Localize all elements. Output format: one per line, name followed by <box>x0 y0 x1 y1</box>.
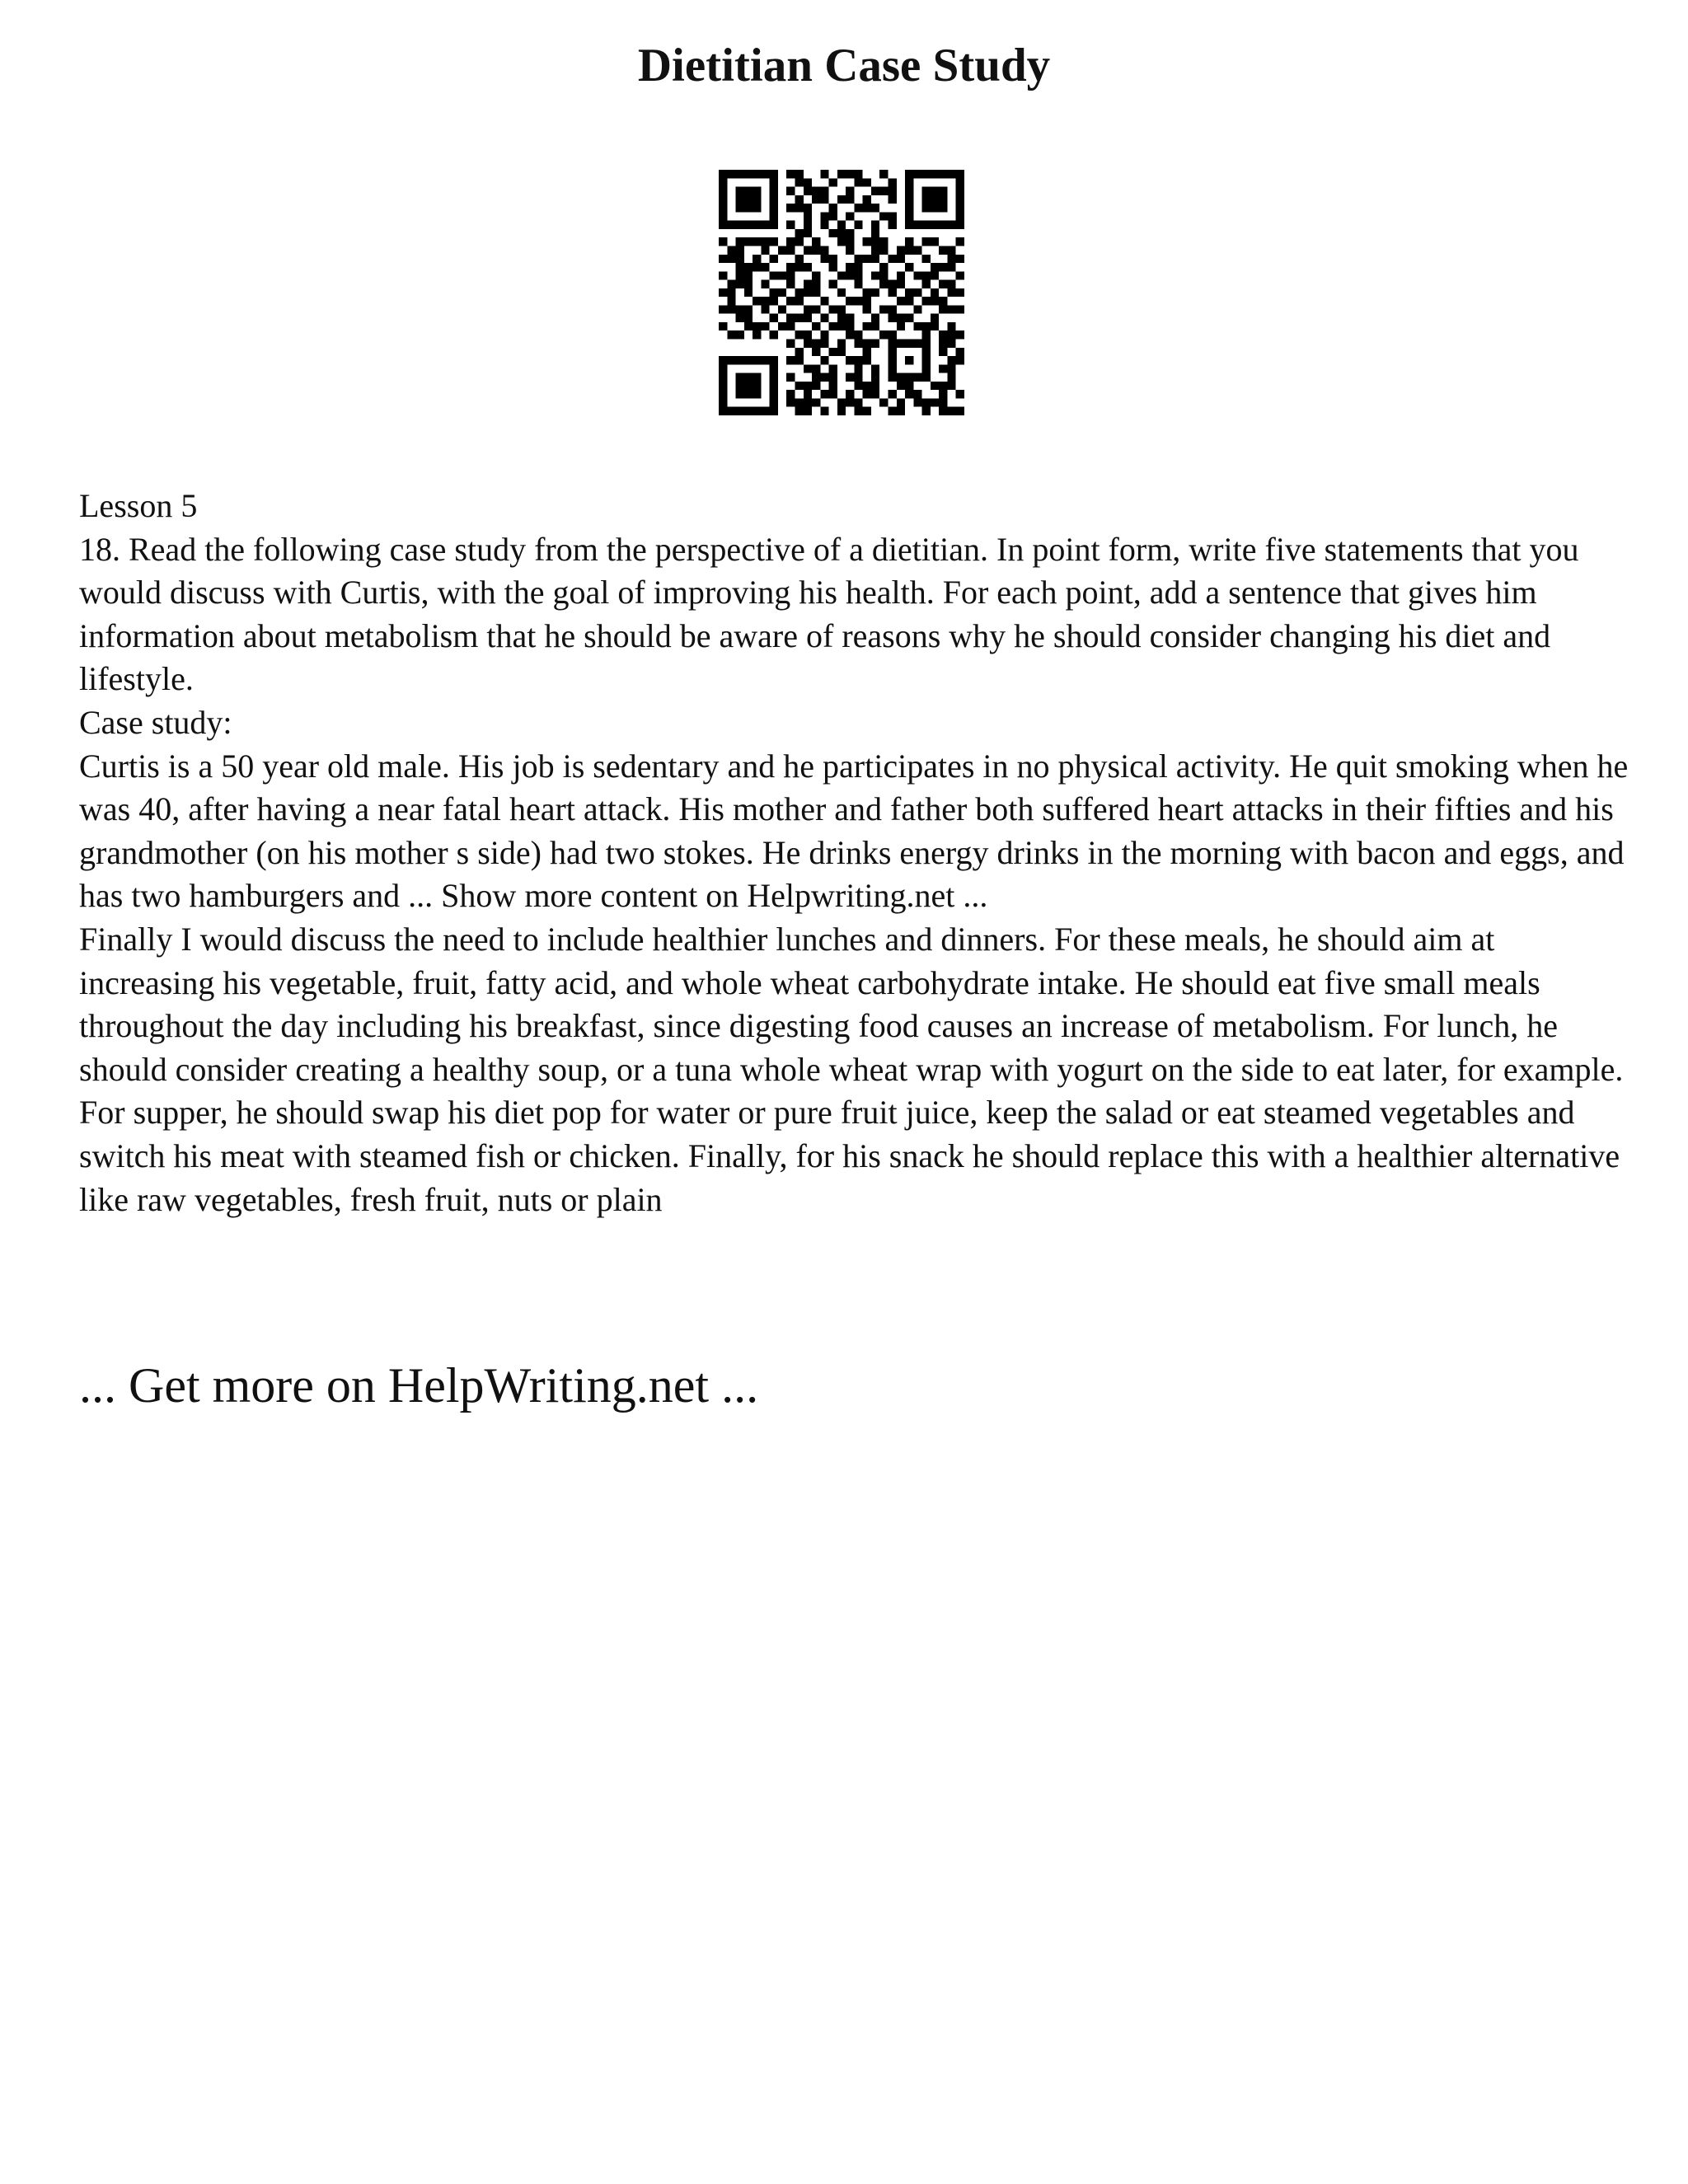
lesson-label: Lesson 5 <box>79 487 198 524</box>
get-more-link[interactable]: ... Get more on HelpWriting.net ... <box>79 1358 759 1413</box>
document-body <box>79 485 1629 1221</box>
assignment-instructions: 18. Read the following case study from the perspective of a dietitian. In point form, write five statements that you would discuss with Curtis, with the goal of improving his health. For each point, add a sentence that gives him information about metabolism that he should be aware of reasons why he should consider changing his diet and lifestyle. <box>79 530 1579 698</box>
case-study-heading: Case study: <box>79 703 232 741</box>
qr-code <box>719 170 964 415</box>
qr-alignment-pattern <box>889 340 931 382</box>
qr-finder-top-right <box>905 170 964 229</box>
case-study-description: Curtis is a 50 year old male. His job is sedentary and he participates in no physical activity. He quit smoking when he was 40, after having a near fatal heart attack. His mother and father both suffered heart attacks in their fifties and his grandmother (on his mother s side) had two stokes. He drinks energy drinks in the morning with bacon and eggs, and has two hamburgers and ... Show more content on Helpwriting.net ... <box>79 747 1629 915</box>
qr-finder-bottom-left <box>719 356 778 415</box>
discussion-paragraph: Finally I would discuss the need to include healthier lunches and dinners. For these meals, he should aim at increasing his vegetable, fruit, fatty acid, and whole wheat carbohydrate intake. He should eat five small meals throughout the day including his breakfast, since digesting food causes an increase of metabolism. For lunch, he should consider creating a healthy soup, or a tuna whole wheat wrap with yogurt on the side to eat later, for example. For supper, he should swap his diet pop for water or pure fruit juice, keep the salad or eat steamed vegetables and switch his meat with steamed fish or chicken. Finally, for his snack he should replace this with a healthier alternative like raw vegetables, fresh fruit, nuts or plain <box>79 920 1624 1218</box>
page-title: Dietitian Case Study <box>637 40 1051 91</box>
qr-finder-top-left <box>719 170 778 229</box>
